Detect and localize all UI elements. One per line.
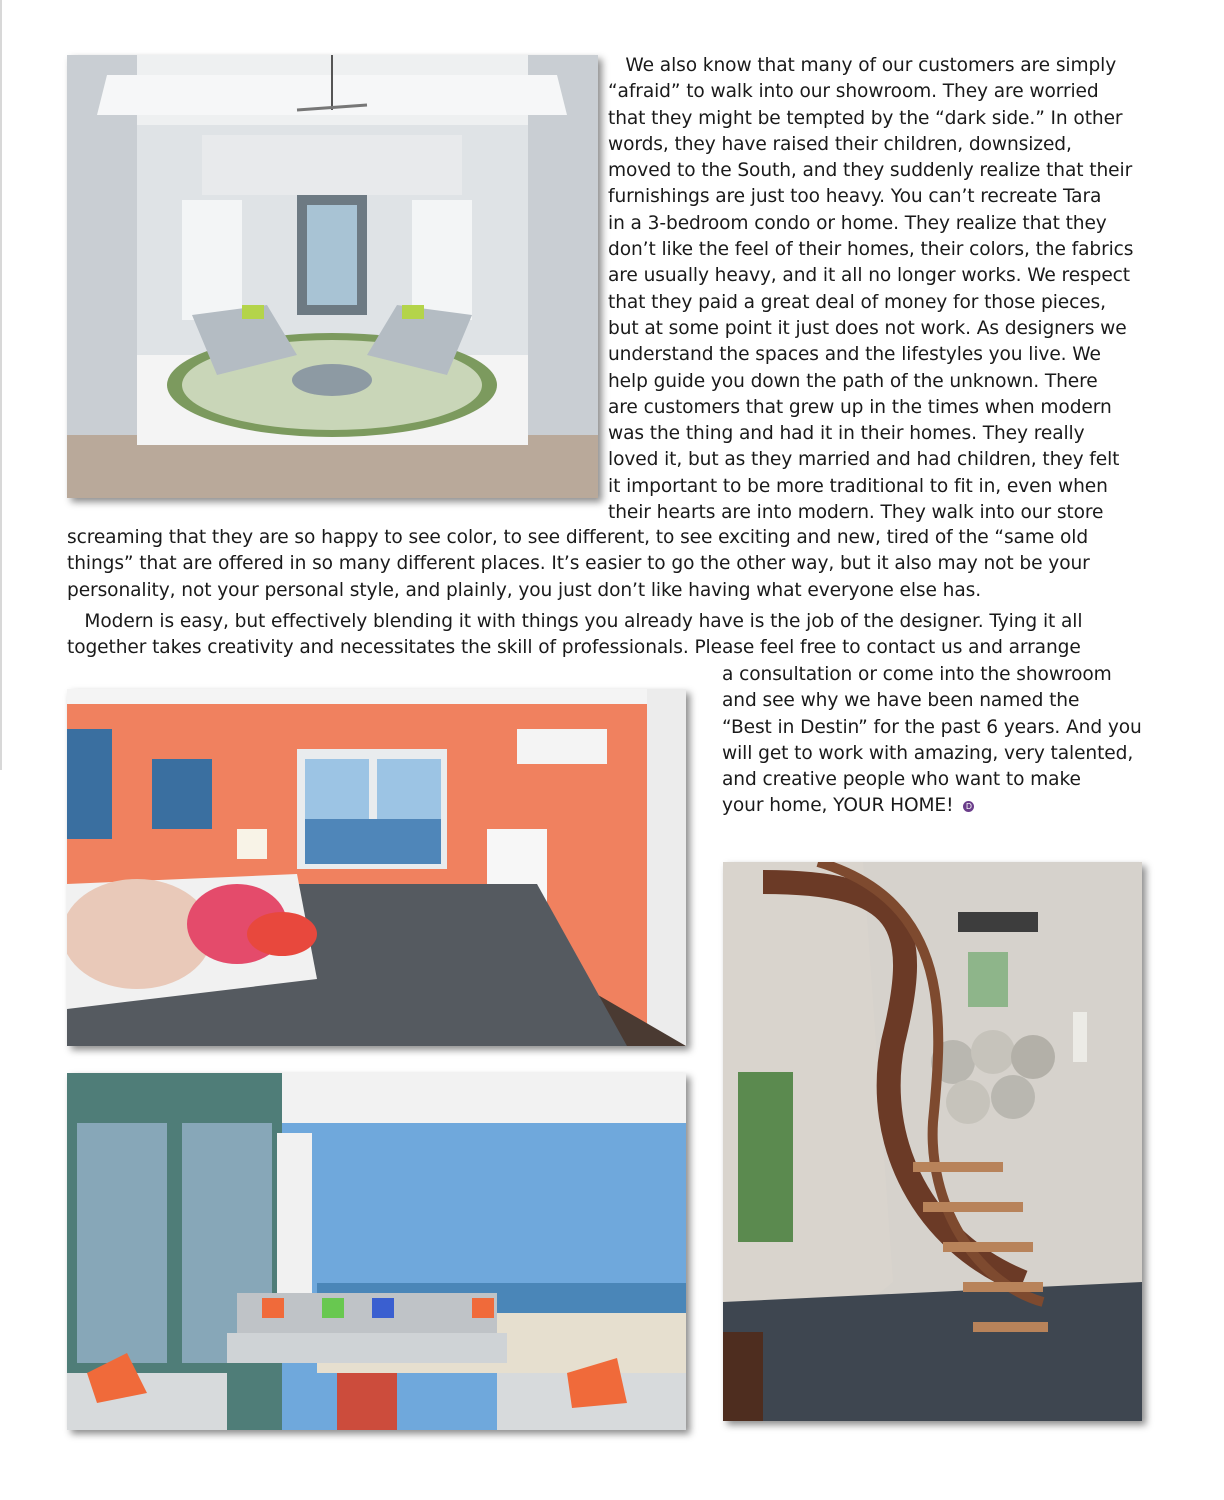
text-line: moved to the South, and they suddenly realize that their	[608, 160, 1133, 182]
text-line: Modern is easy, but effectively blending it with things you already have is the job of the designer. Tying it all	[67, 611, 1083, 632]
text-line: don’t like the feel of their homes, their colors, the fabrics	[608, 239, 1134, 261]
text-line: it important to be more traditional to fit in, even when	[608, 475, 1108, 497]
end-of-article-icon: D	[963, 801, 974, 812]
text-line: “Best in Destin” for the past 6 years. And you	[722, 716, 1142, 738]
text-line: words, they have raised their children, downsized,	[608, 133, 1072, 155]
text-line: are customers that grew up in the times when modern	[608, 396, 1112, 418]
article-paragraph-full-width	[67, 525, 1167, 604]
text-line: in a 3-bedroom condo or home. They realize that they	[608, 212, 1107, 234]
text-line: screaming that they are so happy to see color, to see different, to see exciting and new, tired of the “same old	[67, 527, 1089, 548]
text-line: are usually heavy, and it all no longer works. We respect	[608, 265, 1130, 287]
article-paragraph-closing-right	[722, 662, 1162, 820]
spiral-staircase-photo	[723, 862, 1142, 1421]
living-room-photo	[67, 55, 598, 498]
text-line: and creative people who want to make	[722, 769, 1081, 791]
text-line: things” that are offered in so many different places. It’s easier to go the other way, but it also may not be your	[67, 553, 1090, 575]
text-line: help guide you down the path of the unknown. There	[608, 370, 1098, 392]
beach-balcony-photo	[67, 1073, 686, 1430]
text-line: will get to work with amazing, very talented,	[722, 742, 1134, 764]
text-line: We also know that many of our customers are simply	[608, 55, 1117, 76]
article-paragraph-closing	[67, 609, 1167, 662]
page-edge-line	[0, 0, 2, 770]
text-line: and see why we have been named the	[722, 690, 1080, 712]
text-line	[722, 793, 1162, 819]
article-paragraph-intro	[608, 53, 1168, 526]
text-line: that they might be tempted by the “dark side.” In other	[608, 107, 1123, 129]
text-line: together takes creativity and necessitates the skill of professionals. Please feel free to contact us and arrange	[67, 637, 1081, 659]
text-line: loved it, but as they married and had children, they felt	[608, 449, 1120, 471]
text-line-final: your home, YOUR HOME!	[722, 795, 954, 817]
text-line: but at some point it just does not work. As designers we	[608, 317, 1127, 339]
text-line: understand the spaces and the lifestyles you live. We	[608, 344, 1101, 366]
text-line: “afraid” to walk into our showroom. They are worried	[608, 81, 1099, 103]
coral-bedroom-photo	[67, 689, 686, 1046]
text-line: a consultation or come into the showroom	[722, 664, 1112, 685]
text-line: personality, not your personal style, and plainly, you just don’t like having what everyone else has.	[67, 579, 982, 601]
text-line: that they paid a great deal of money for those pieces,	[608, 291, 1106, 313]
text-line: furnishings are just too heavy. You can’t recreate Tara	[608, 186, 1102, 208]
text-line: was the thing and had it in their homes. They really	[608, 423, 1085, 445]
text-line: their hearts are into modern. They walk into our store	[608, 502, 1104, 524]
